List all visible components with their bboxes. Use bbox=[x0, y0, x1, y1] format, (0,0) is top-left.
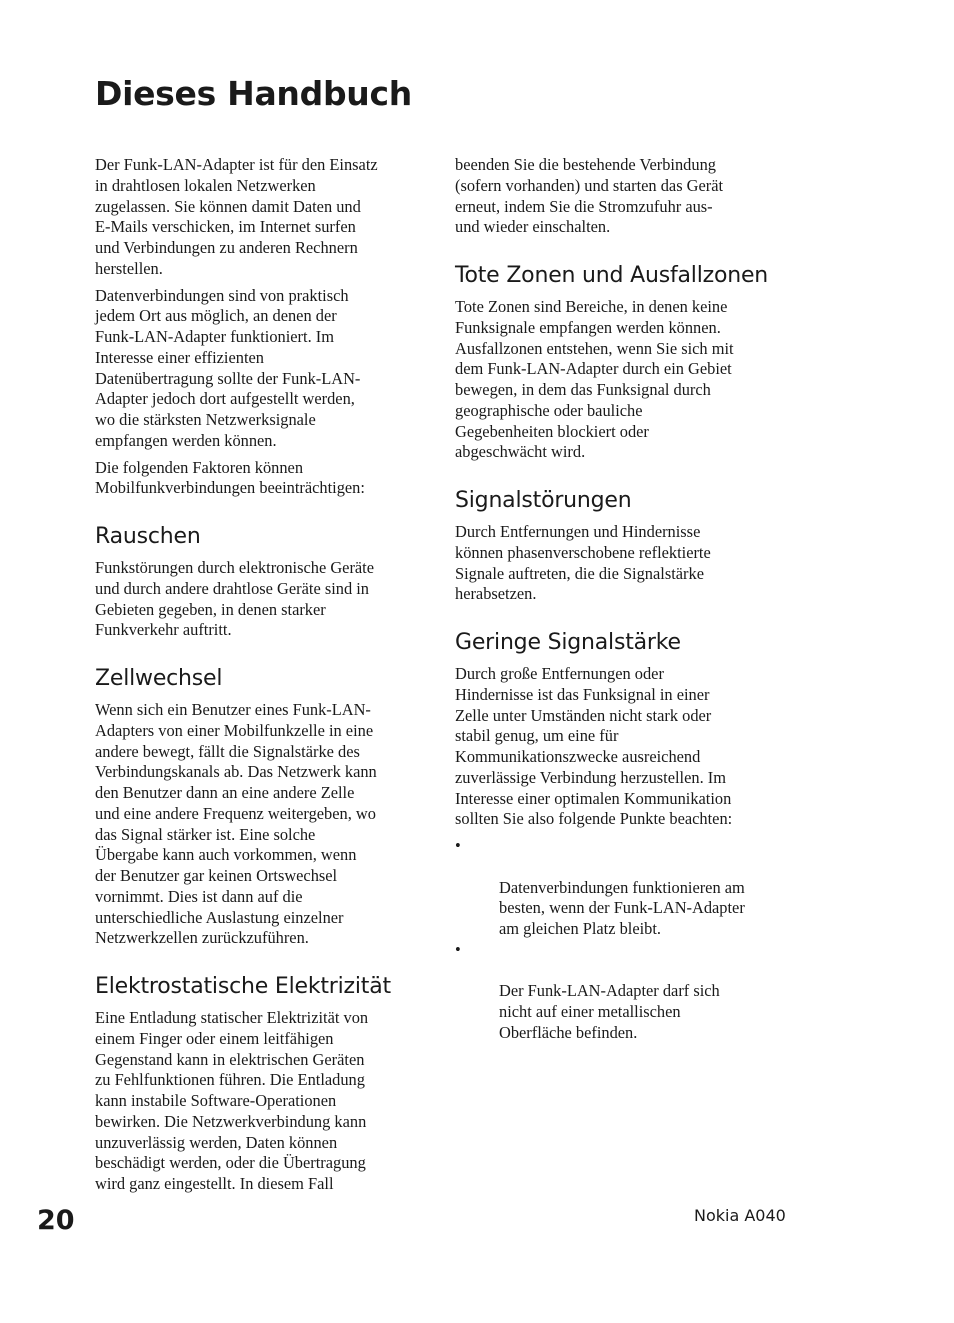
list-item bbox=[455, 940, 785, 1044]
section-body-signalstoerungen: Durch Entfernungen und Hindernisse können phasenverschobene reflektierte Signale auftreten, die die Signalstärke herabsetzen. bbox=[455, 522, 711, 604]
section-body-tote-zonen: Tote Zonen sind Bereiche, in denen keine Funksignale empfangen werden können. Ausfallzonen entstehen, wenn Sie sich mit dem Funk-LAN-Adapter durch ein Gebiet bewegen, in dem das Funksignal durch geographische oder bauliche Gegebenheiten blockiert oder abgeschwächt wird. bbox=[455, 297, 734, 462]
bullet-list bbox=[455, 836, 785, 1044]
continuation-paragraph: beenden Sie die bestehende Verbindung (sofern vorhanden) und starten das Gerät erneut, indem Sie die Stromzufuhr aus- und wieder einschalten. bbox=[455, 155, 724, 237]
section-heading-geringe-signalstaerke: Geringe Signalstärke bbox=[455, 630, 681, 655]
bullet-icon: • bbox=[455, 836, 461, 855]
section-heading-signalstoerungen: Signalstörungen bbox=[455, 488, 632, 513]
list-item-text: Datenverbindungen funktionieren am besten, wenn der Funk-LAN-Adapter am gleichen Platz bleibt. bbox=[499, 877, 745, 938]
page-title: Dieses Handbuch bbox=[95, 74, 412, 113]
footer-product-name: Nokia A040 bbox=[694, 1206, 786, 1225]
intro-paragraph: Die folgenden Faktoren können Mobilfunkverbindungen beeinträchtigen: bbox=[95, 457, 365, 498]
section-body-geringe-signalstaerke: Durch große Entfernungen oder Hindernisse ist das Funksignal in einer Zelle unter Umständen nicht stark oder stabil genug, um eine für Kommunikationszwecke ausreichend zuverlässige Verbindung herzustellen. Im Interesse einer optimalen Kommunikation sollten Sie also folgende Punkte beachten: bbox=[455, 664, 733, 829]
page-number: 20 bbox=[37, 1205, 75, 1236]
list-item bbox=[455, 836, 785, 940]
bullet-icon: • bbox=[455, 939, 461, 959]
list-item-text: Der Funk-LAN-Adapter darf sich nicht auf einer metallischen Oberfläche befinden. bbox=[499, 981, 720, 1042]
section-heading-zellwechsel: Zellwechsel bbox=[95, 666, 223, 691]
section-body-elektrostatik: Eine Entladung statischer Elektrizität von einem Finger oder einem leitfähigen Gegenstand kann in elektrischen Geräten zu Fehlfunktionen führen. Die Entladung kann instabile Software-Operationen bewirken. Die Netzwerkverbindung kann unzuverlässig werden, Daten können beschädigt werden, oder die Übertragung wird ganz eingestellt. In diesem Fall bbox=[95, 1008, 369, 1193]
right-column bbox=[455, 155, 785, 1044]
intro-paragraph: Datenverbindungen sind von praktisch jedem Ort aus möglich, an denen der Funk-LAN-Adapter funktioniert. Im Interesse einer effizienten Datenübertragung sollte der Funk-LAN- Adapter jedoch dort aufgestellt werden, wo die stärksten Netzwerksignale empfangen werden können. bbox=[95, 285, 361, 450]
section-heading-elektrostatik: Elektrostatische Elektrizität bbox=[95, 974, 391, 999]
section-body-zellwechsel: Wenn sich ein Benutzer eines Funk-LAN- Adapters von einer Mobilfunkzelle in eine andere bewegt, fällt die Signalstärke des Verbindungskanals ab. Das Netzwerk kann den Benutzer dann an eine andere Zelle und eine andere Frequenz weitergeben, wo das Signal stärker ist. Eine solche Übergabe kann auch vorkommen, wenn der Benutzer gar keinen Ortswechsel vornimmt. Dies ist dann auf die unterschiedliche Auslastung einzelner Netzwerkzellen zurückzuführen. bbox=[95, 700, 377, 948]
section-heading-rauschen: Rauschen bbox=[95, 524, 201, 549]
left-column bbox=[95, 155, 420, 1201]
section-heading-tote-zonen: Tote Zonen und Ausfallzonen bbox=[455, 263, 769, 288]
intro-paragraph: Der Funk-LAN-Adapter ist für den Einsatz in drahtlosen lokalen Netzwerken zugelassen. Sie können damit Daten und E-Mails verschicken, im Internet surfen und Verbindungen zu anderen Rechnern herstellen. bbox=[95, 155, 378, 278]
section-body-rauschen: Funkstörungen durch elektronische Geräte und durch andere drahtlose Geräte sind in Gebieten gegeben, in denen starker Funkverkehr auftritt. bbox=[95, 558, 375, 640]
